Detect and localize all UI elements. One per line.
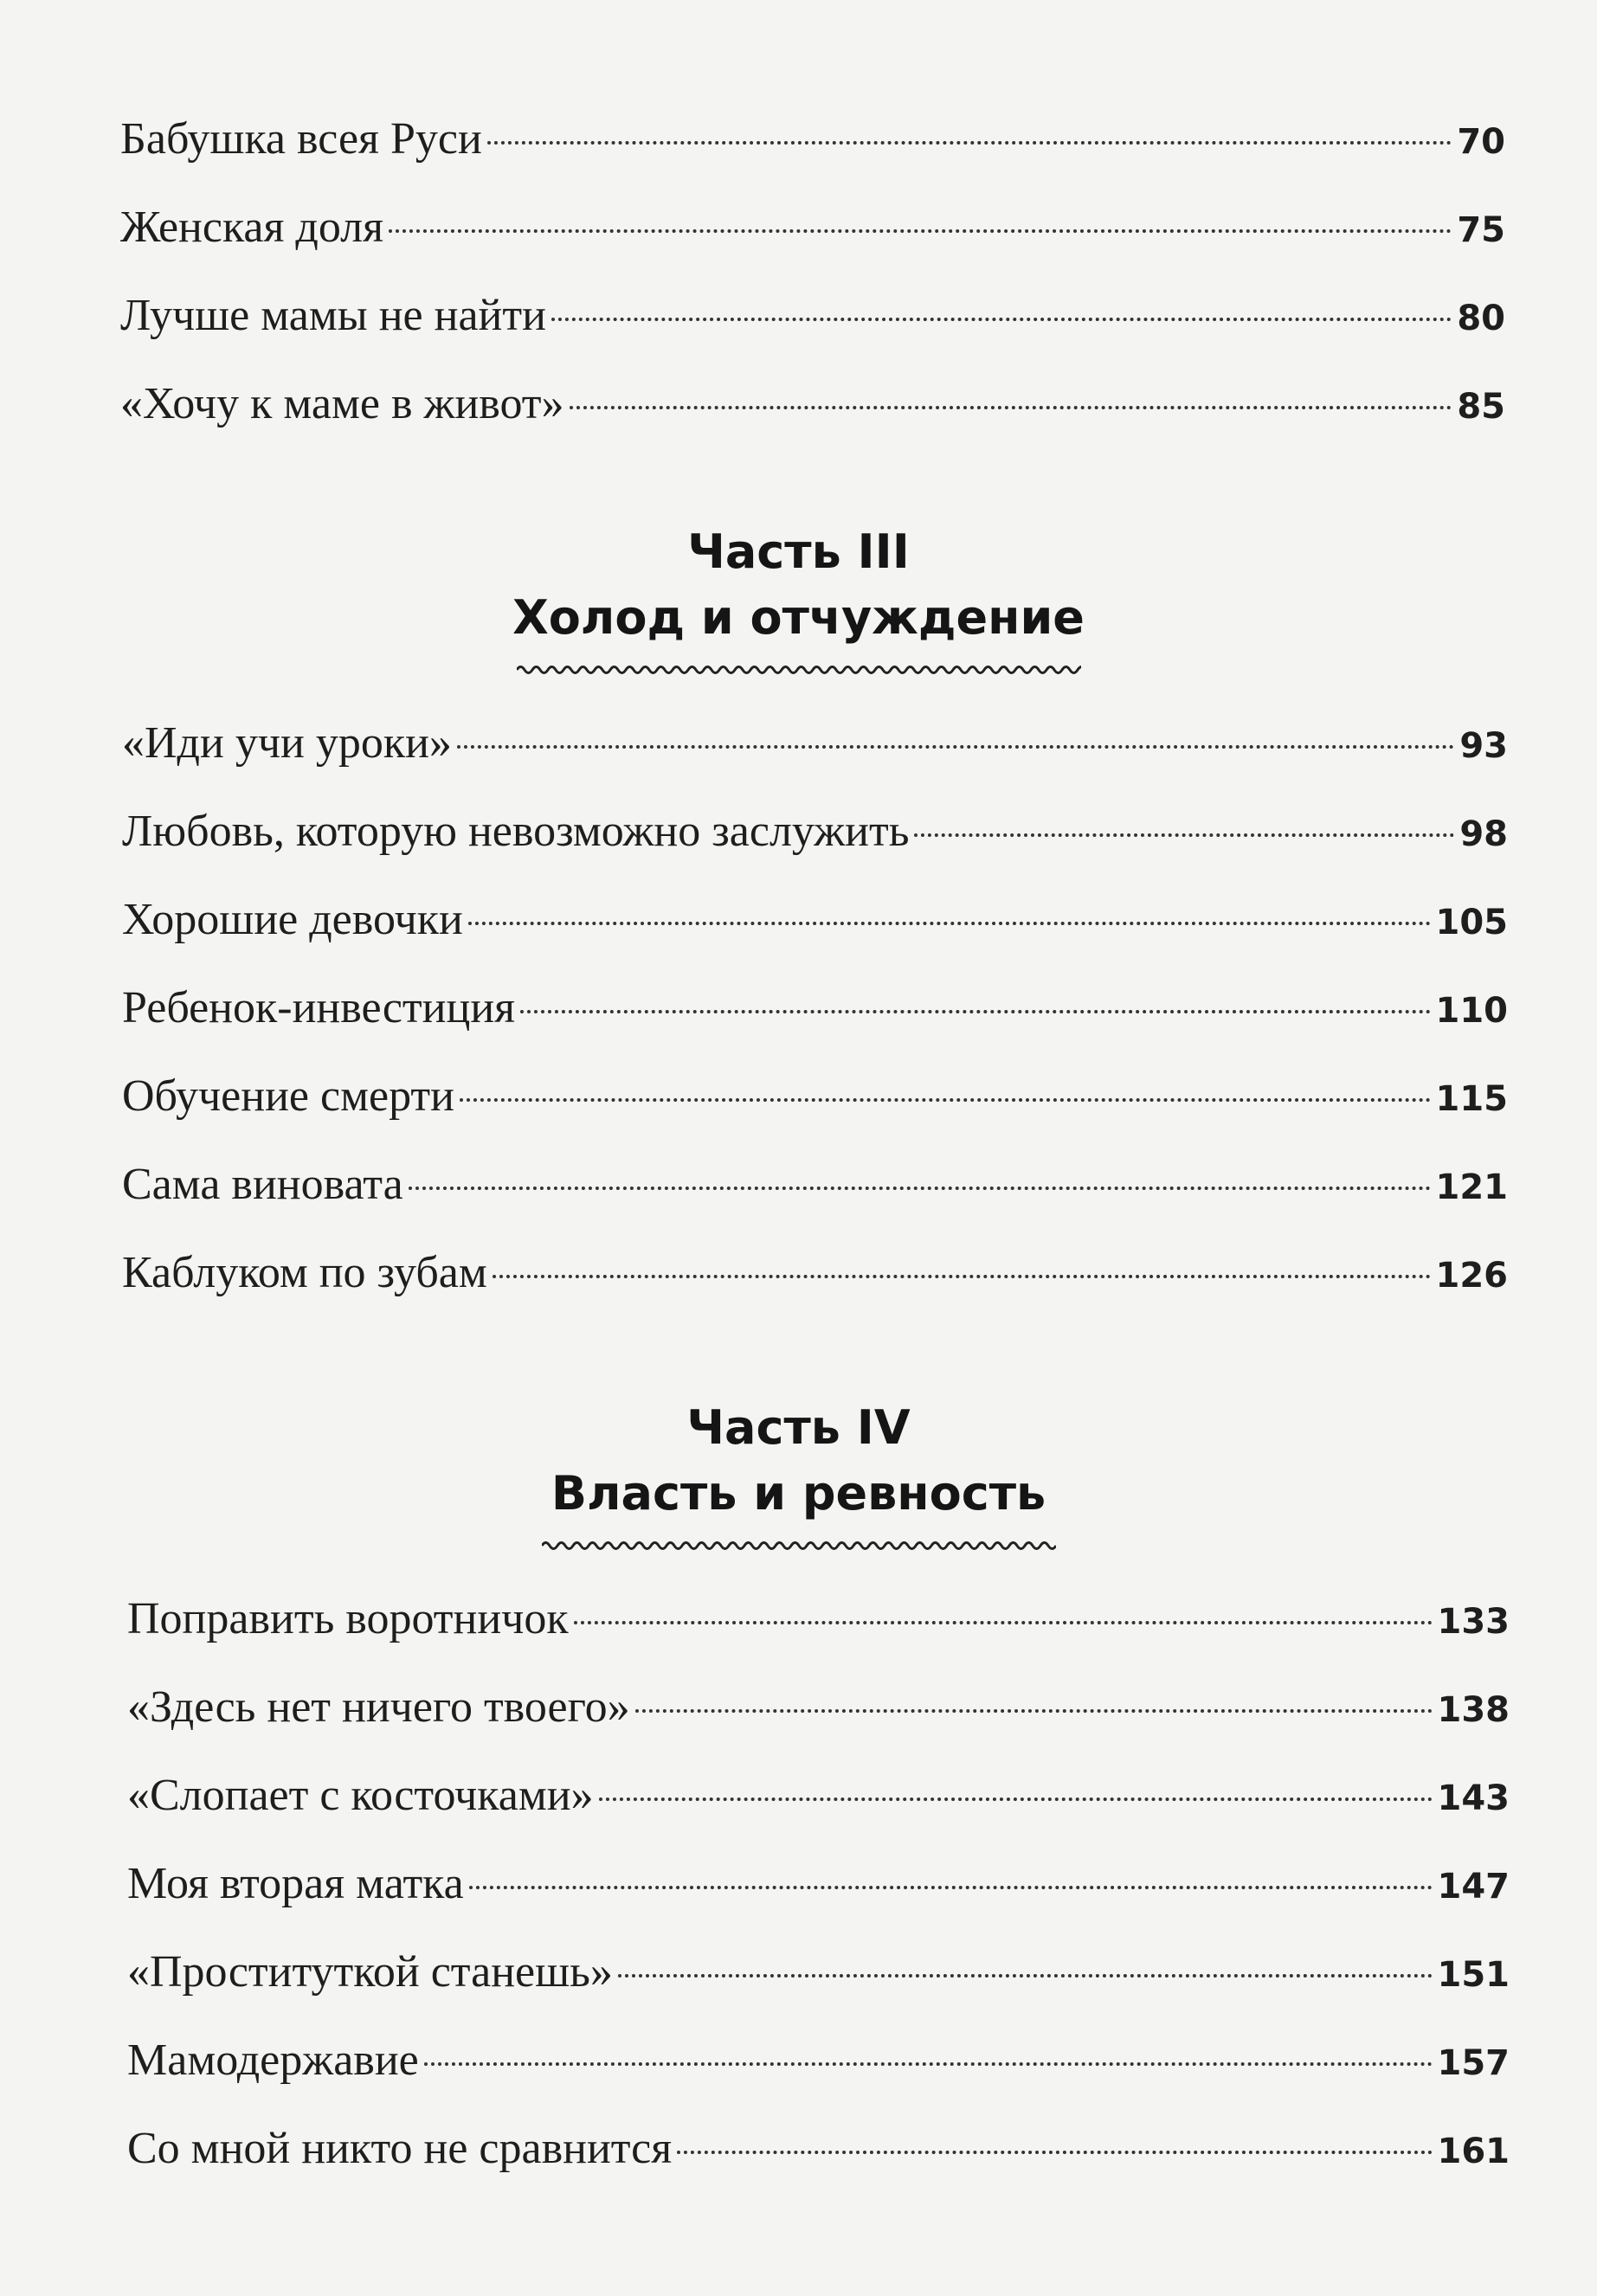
toc-entry xyxy=(122,788,1508,876)
toc-entry xyxy=(122,876,1508,964)
toc-list-part-3 xyxy=(122,699,1508,1317)
dot-leader xyxy=(424,2062,1433,2066)
dot-leader xyxy=(389,229,1452,233)
dot-leader xyxy=(469,1886,1433,1889)
entry-page: 138 xyxy=(1437,1690,1510,1730)
toc-entry xyxy=(127,1752,1510,1840)
wavy-divider xyxy=(542,1539,1056,1553)
wave-line xyxy=(542,1543,1056,1549)
entry-title: Ребенок-инвестиция xyxy=(122,983,516,1032)
entry-title: Со мной никто не сравнится xyxy=(127,2124,673,2173)
dot-leader xyxy=(487,141,1452,145)
dot-leader xyxy=(493,1275,1431,1278)
dot-leader xyxy=(551,318,1452,321)
entry-page: 70 xyxy=(1457,122,1505,162)
toc-entry xyxy=(120,272,1505,360)
dot-leader xyxy=(574,1621,1433,1624)
dot-leader xyxy=(468,922,1431,925)
entry-page: 126 xyxy=(1435,1256,1508,1296)
part-4-title: Власть и ревность xyxy=(551,1466,1046,1521)
entry-title: Бабушка всея Руси xyxy=(120,114,482,164)
entry-title: Мамодержавие xyxy=(127,2036,419,2085)
entry-title: Сама виновата xyxy=(122,1160,403,1209)
entry-page: 85 xyxy=(1457,387,1505,427)
entry-title: Хорошие девочки xyxy=(122,895,463,944)
dot-leader xyxy=(520,1010,1430,1013)
entry-page: 98 xyxy=(1459,814,1508,854)
dot-leader xyxy=(460,1098,1431,1102)
part-3-title: Холод и отчуждение xyxy=(512,590,1085,645)
entry-page: 147 xyxy=(1437,1867,1510,1907)
dot-leader xyxy=(618,1974,1433,1978)
toc-list-part-4 xyxy=(127,1575,1510,2193)
entry-title: «Иди учи уроки» xyxy=(122,718,452,768)
entry-page: 143 xyxy=(1437,1778,1510,1818)
entry-page: 110 xyxy=(1435,991,1508,1031)
entry-page: 133 xyxy=(1437,1602,1510,1642)
entry-page: 151 xyxy=(1437,1955,1510,1995)
dot-leader xyxy=(570,406,1452,409)
entry-page: 75 xyxy=(1457,210,1505,250)
entry-title: Моя вторая матка xyxy=(127,1859,464,1908)
toc-entry xyxy=(122,1052,1508,1141)
entry-title: Лучше мамы не найти xyxy=(120,291,546,340)
entry-title: Женская доля xyxy=(120,203,384,252)
entry-title: «Проституткой станешь» xyxy=(127,1947,613,1997)
part-4-number: Часть IV xyxy=(686,1400,911,1455)
entry-page: 80 xyxy=(1457,299,1505,338)
entry-title: Поправить воротничок xyxy=(127,1594,569,1643)
dot-leader xyxy=(409,1187,1431,1190)
entry-title: Обучение смерти xyxy=(122,1071,454,1121)
toc-entry xyxy=(120,183,1505,272)
dot-leader xyxy=(599,1798,1433,1801)
entry-page: 105 xyxy=(1435,903,1508,942)
toc-entry xyxy=(122,1229,1508,1317)
entry-title: «Хочу к маме в живот» xyxy=(120,379,564,428)
entry-title: «Слопает с косточками» xyxy=(127,1771,594,1820)
entry-page: 115 xyxy=(1435,1079,1508,1119)
toc-entry xyxy=(127,1663,1510,1752)
toc-entry xyxy=(120,95,1505,183)
toc-entry xyxy=(122,964,1508,1052)
toc-entry xyxy=(122,1141,1508,1229)
part-3-number: Часть III xyxy=(687,524,910,579)
dot-leader xyxy=(677,2151,1432,2154)
toc-entry xyxy=(127,1928,1510,2016)
dot-leader xyxy=(635,1709,1433,1713)
entry-page: 157 xyxy=(1437,2043,1510,2083)
part-3-heading xyxy=(0,519,1597,677)
wave-line xyxy=(517,667,1081,673)
part-4-heading xyxy=(0,1395,1597,1553)
toc-entry xyxy=(127,2016,1510,2105)
entry-title: «Здесь нет ничего твоего» xyxy=(127,1682,630,1732)
entry-page: 161 xyxy=(1437,2132,1510,2171)
dot-leader xyxy=(914,833,1454,837)
toc-list-part-2-end xyxy=(120,95,1505,448)
toc-entry xyxy=(127,2105,1510,2193)
entry-title: Каблуком по зубам xyxy=(122,1248,487,1297)
dot-leader xyxy=(457,745,1454,749)
toc-entry xyxy=(127,1575,1510,1663)
entry-title: Любовь, которую невозможно заслужить xyxy=(122,807,910,856)
toc-entry xyxy=(122,699,1508,788)
entry-page: 121 xyxy=(1435,1167,1508,1207)
entry-page: 93 xyxy=(1459,726,1508,766)
toc-entry xyxy=(127,1840,1510,1928)
wavy-divider xyxy=(517,663,1081,677)
toc-entry xyxy=(120,360,1505,448)
